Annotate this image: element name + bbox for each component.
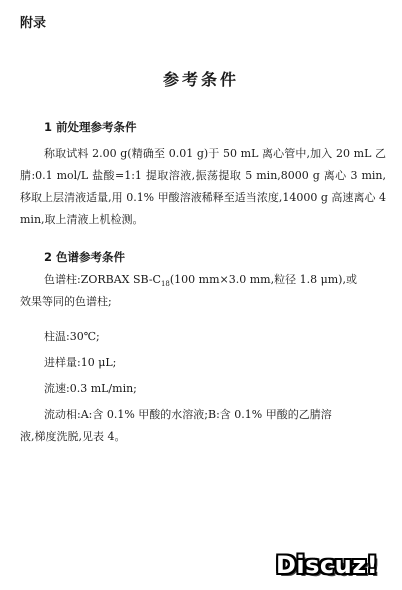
column-temperature: 柱温:30℃;: [44, 330, 100, 343]
column-prefix: 色谱柱:ZORBAX SB-C: [44, 273, 161, 286]
appendix-label: 附录: [20, 16, 47, 31]
page-title: 参考条件: [162, 70, 239, 89]
column-line-2: 效果等同的色谱柱;: [20, 295, 112, 308]
mobile-phase-line-1: 流动相:A:含 0.1% 甲酸的水溶液;B:含 0.1% 甲酸的乙腈溶: [44, 408, 332, 421]
flow-rate: 流速:0.3 mL/min;: [44, 382, 137, 395]
mobile-phase-line-2: 液,梯度洗脱,见表 4。: [20, 430, 126, 443]
section-2-heading: 2 色谱参考条件: [44, 250, 126, 264]
column-suffix: (100 mm×3.0 mm,粒径 1.8 μm),或: [169, 273, 357, 286]
column-subscript: 18: [160, 280, 170, 289]
discuz-watermark-logo: Discuz!: [276, 551, 379, 579]
section-1-heading: 1 前处理参考条件: [44, 120, 137, 134]
section-1-body: 称取试料 2.00 g(精确至 0.01 g)于 50 mL 离心管中,加入 20 mL 乙腈:0.1 mol/L 盐酸=1:1 提取溶液,振荡提取 5 min,8000 g 离心 3 min,移取上层清液适量,用 0.1% 甲酸溶液稀释至适当浓度,14000 g 高速离心 4 min,取上清液上机检测。: [20, 147, 386, 226]
injection-volume: 进样量:10 μL;: [44, 356, 117, 369]
